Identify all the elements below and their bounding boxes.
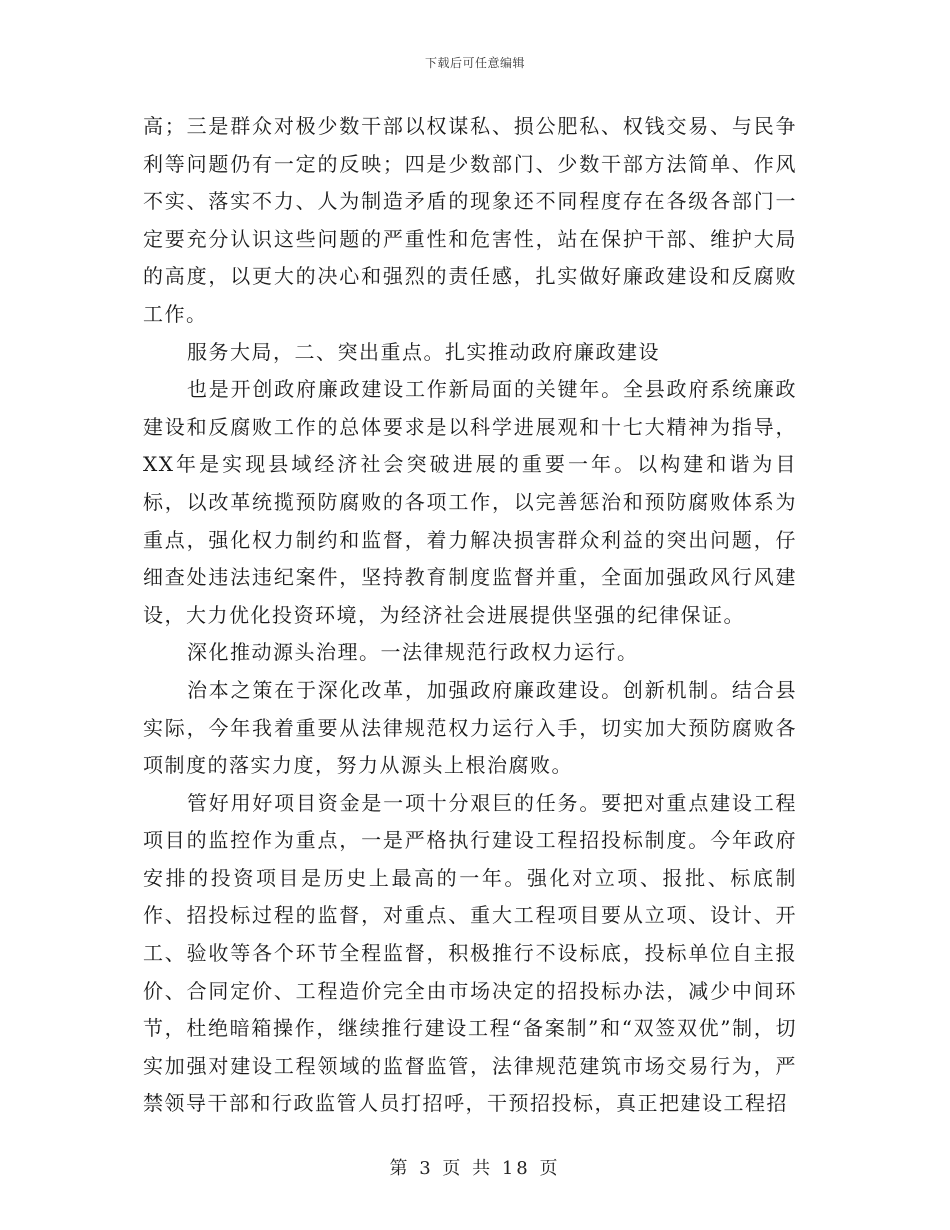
paragraph-5: 治本之策在于深化改革，加强政府廉政建设。创新机制。结合县实际，今年我着重要从法律规范权力运行入手，切实加大预防腐败各项制度的落实力度，努力从源头上根治腐败。: [143, 677, 797, 778]
paragraph-1: 高；三是群众对极少数干部以权谋私、损公肥私、权钱交易、与民争利等问题仍有一定的反映；四是少数部门、少数干部方法简单、作风不实、落实不力、人为制造矛盾的现象还不同程度存在各级各部门一定要充分认识这些问题的严重性和危害性，站在保护干部、维护大局的高度，以更大的决心和强烈的责任感，扎实做好廉政建设和反腐败工作。: [143, 114, 797, 326]
paragraph-2: 服务大局，二、突出重点。扎实推动政府廉政建设: [187, 339, 660, 364]
paragraph-6: 管好用好项目资金是一项十分艰巨的任务。要把对重点建设工程项目的监控作为重点，一是严格执行建设工程招投标制度。今年政府安排的投资项目是历史上最高的一年。强化对立项、报批、标底制作、招投标过程的监督，对重点、重大工程项目要从立项、设计、开工、验收等各个环节全程监督，积极推行不设标底，投标单位自主报价、合同定价、工程造价完全由市场决定的招投标办法，减少中间环节，杜绝暗箱操作，继续推行建设工程“备案制”和“双签双优”制，切实加强对建设工程领域的监督监管，法律规范建筑市场交易行为，严禁领导干部和行政监管人员打招呼，干预招投标，真正把建设工程招: [143, 790, 797, 1116]
paragraph-4: 深化推动源头治理。一法律规范行政权力运行。: [187, 640, 639, 665]
document-body: [143, 108, 797, 1123]
page-footer: 第 3 页 共 18 页: [389, 1158, 561, 1179]
page-header: 下载后可任意编辑: [424, 56, 525, 70]
paragraph-3: 也是开创政府廉政建设工作新局面的关键年。全县政府系统廉政建设和反腐败工作的总体要求是以科学进展观和十七大精神为指导，XX年是实现县域经济社会突破进展的重要一年。以构建和谐为目标，以改革统揽预防腐败的各项工作，以完善惩治和预防腐败体系为重点，强化权力制约和监督，着力解决损害群众利益的突出问题，仔细查处违法违纪案件，坚持教育制度监督并重，全面加强政风行风建设，大力优化投资环境，为经济社会进展提供坚强的纪律保证。: [143, 377, 797, 627]
